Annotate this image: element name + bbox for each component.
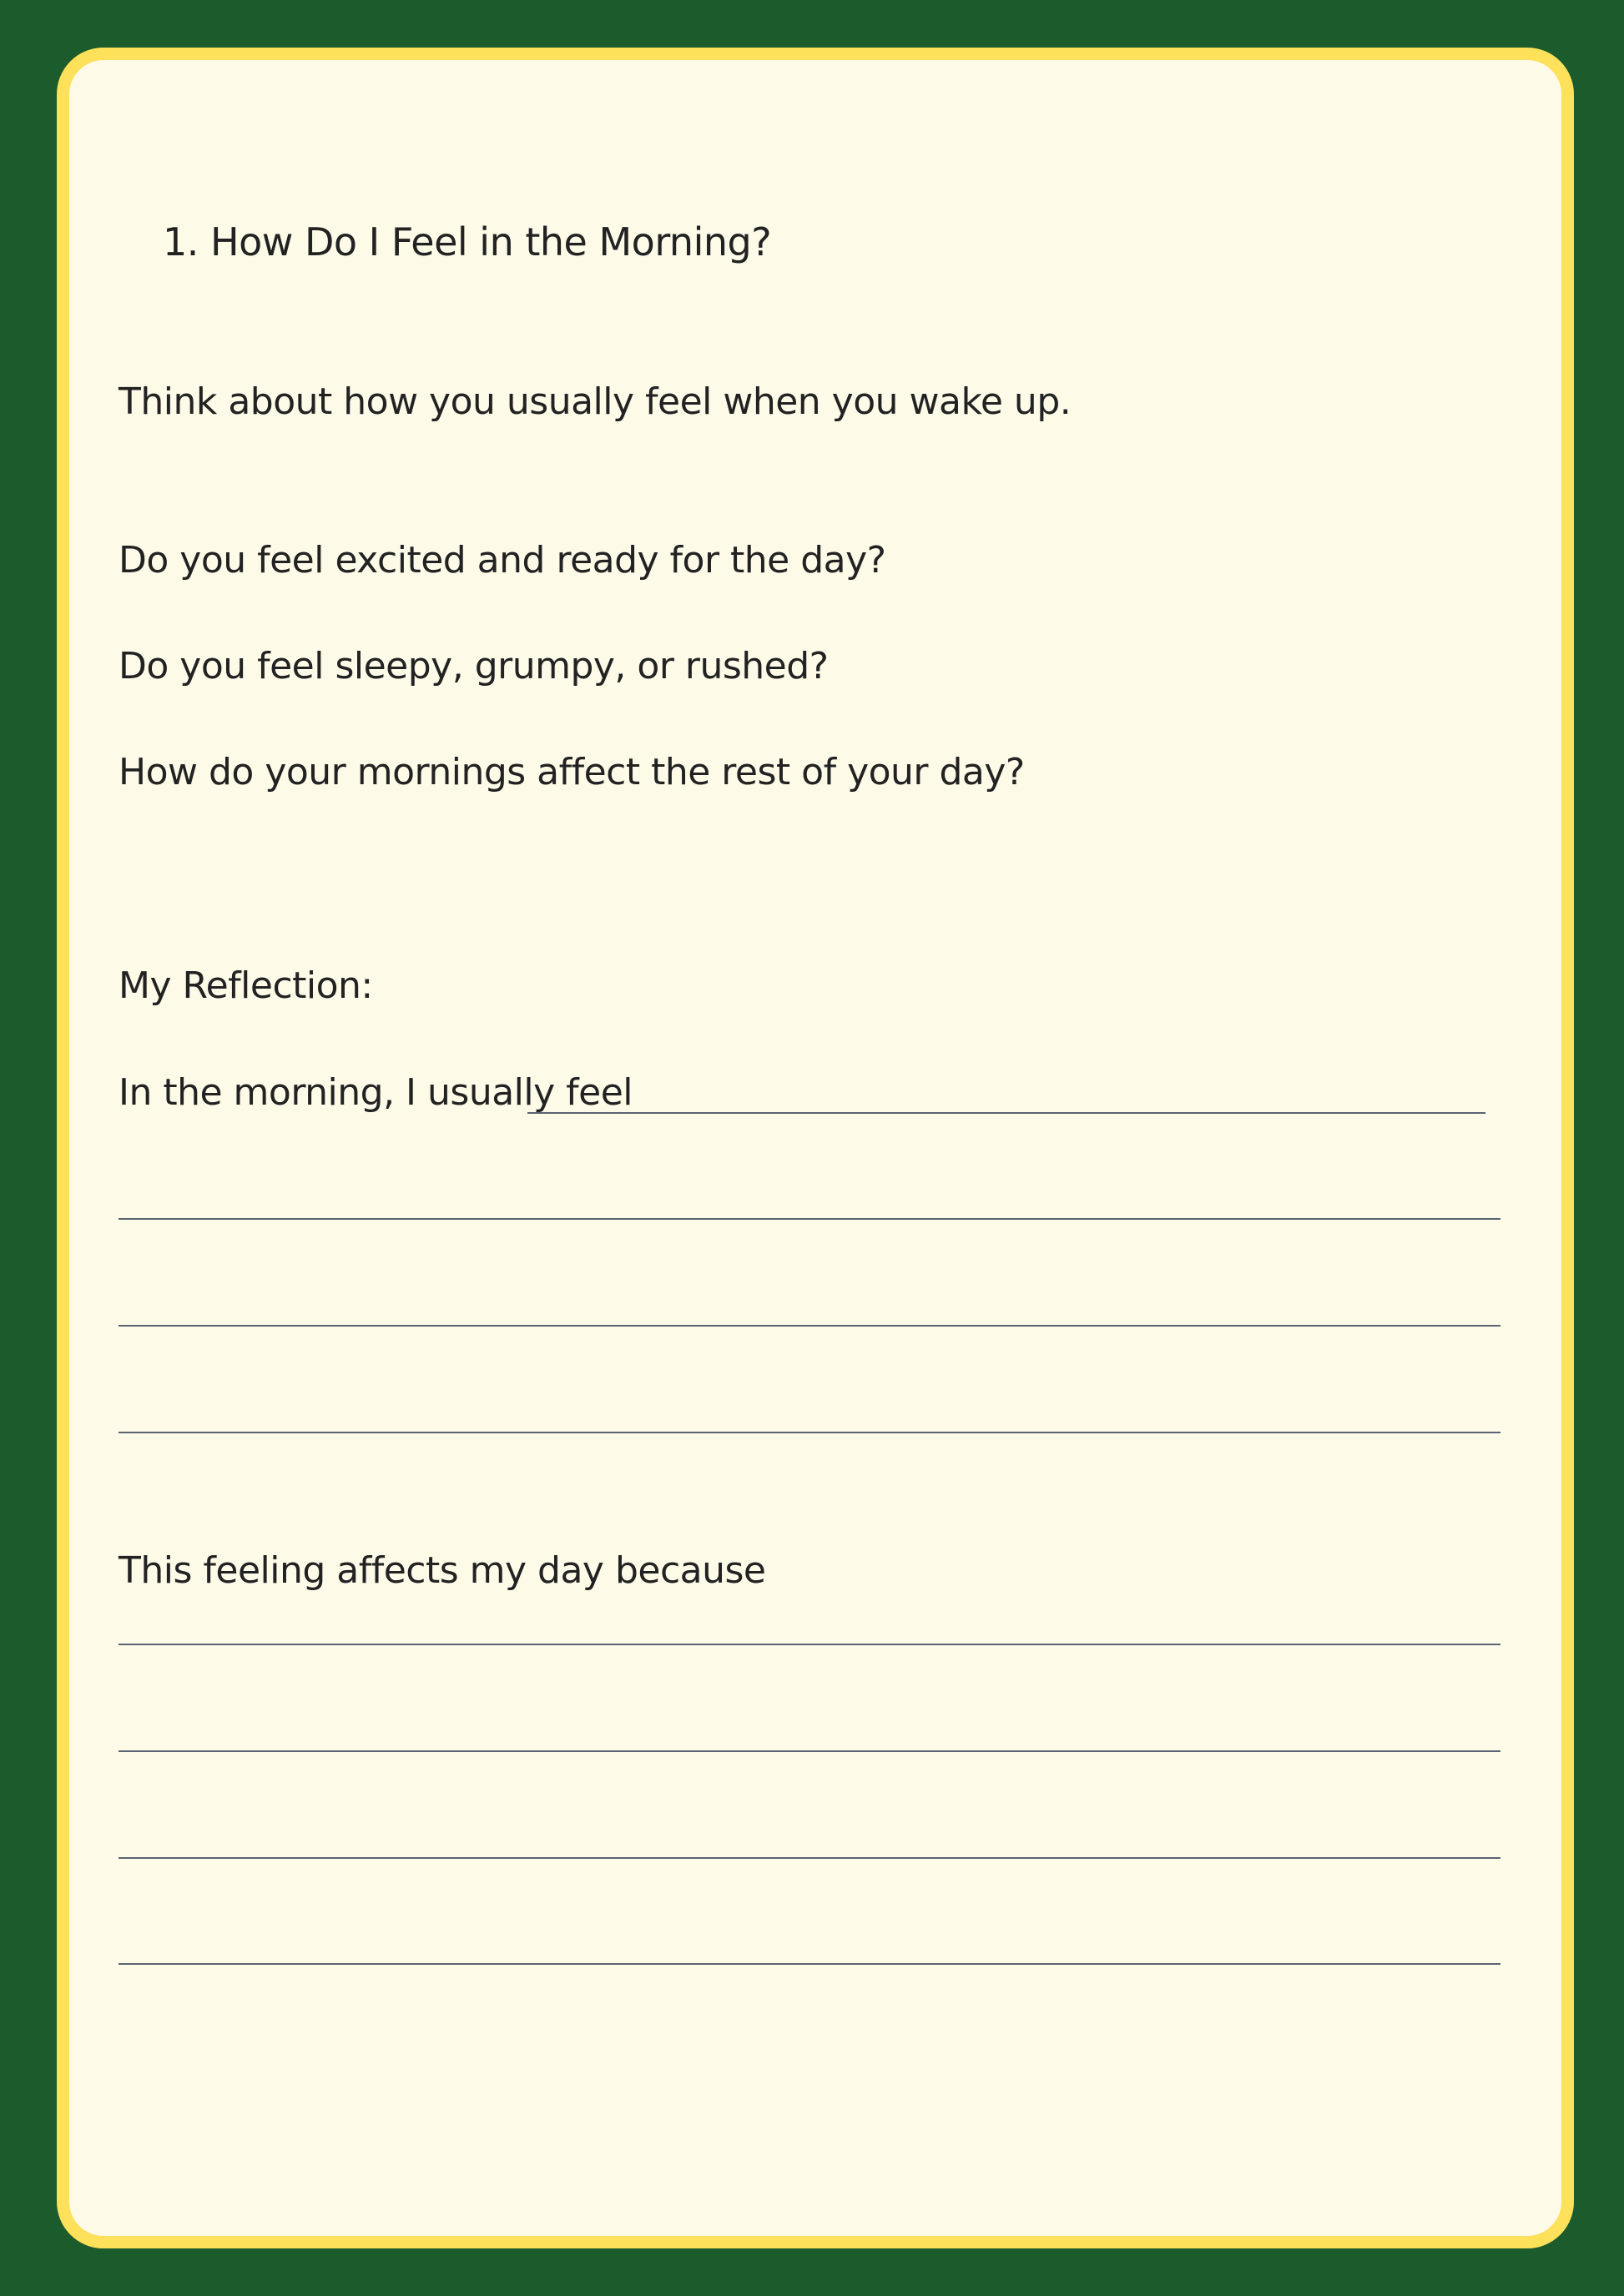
question-1: Do you feel excited and ready for the day? bbox=[119, 539, 886, 582]
answer-line-6[interactable] bbox=[119, 1857, 1500, 1859]
answer-line-1[interactable] bbox=[119, 1218, 1500, 1220]
answer-line-inline[interactable] bbox=[527, 1112, 1485, 1114]
answer-line-2[interactable] bbox=[119, 1325, 1500, 1327]
reflection-label: My Reflection: bbox=[119, 964, 373, 1007]
question-3: How do your mornings affect the rest of your day? bbox=[119, 751, 1025, 793]
section-heading: 1. How Do I Feel in the Morning? bbox=[163, 219, 772, 264]
answer-line-5[interactable] bbox=[119, 1750, 1500, 1752]
intro-text: Think about how you usually feel when you wake up. bbox=[119, 380, 1072, 423]
reflection-prompt-1: In the morning, I usually feel bbox=[119, 1071, 633, 1114]
answer-line-4[interactable] bbox=[119, 1644, 1500, 1645]
question-2: Do you feel sleepy, grumpy, or rushed? bbox=[119, 645, 829, 687]
answer-line-7[interactable] bbox=[119, 1963, 1500, 1965]
reflection-prompt-2: This feeling affects my day because bbox=[119, 1549, 766, 1592]
answer-line-3[interactable] bbox=[119, 1432, 1500, 1433]
